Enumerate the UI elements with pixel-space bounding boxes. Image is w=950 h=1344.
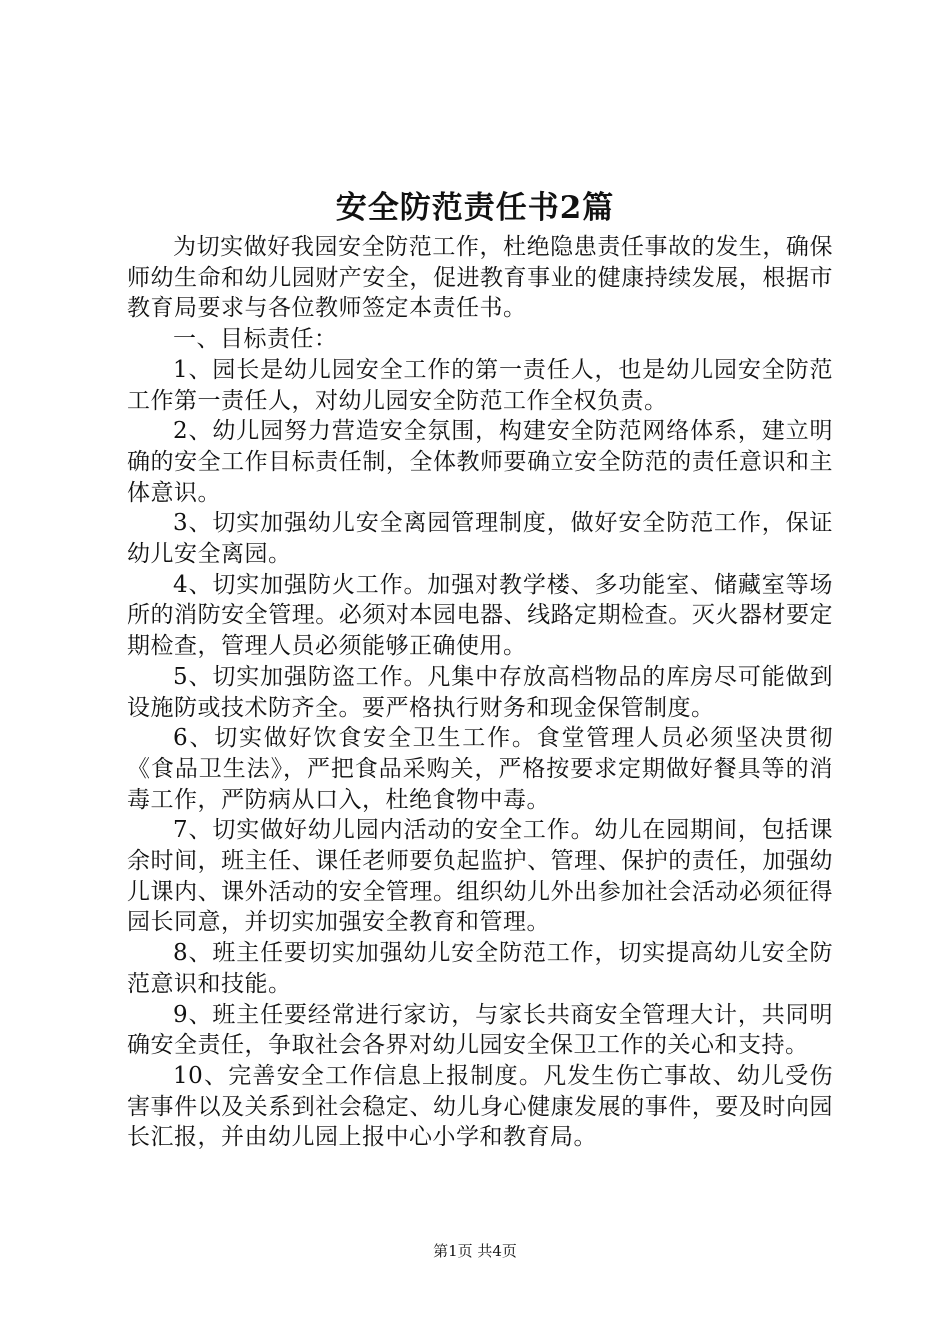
clause-paragraph-3: 3、切实加强幼儿安全离园管理制度，做好安全防范工作，保证幼儿安全离园。: [127, 510, 833, 568]
clause-paragraph-9: 9、班主任要经常进行家访，与家长共商安全管理大计，共同明确安全责任，争取社会各界对幼儿园安全保卫工作的关心和支持。: [127, 1001, 833, 1059]
clause-paragraph-5: 5、切实加强防盗工作。凡集中存放高档物品的库房尽可能做到设施防或技术防齐全。要严格执行财务和现金保管制度。: [127, 663, 833, 721]
document-body: [127, 232, 833, 1153]
intro-paragraph: 为切实做好我园安全防范工作，杜绝隐患责任事故的发生，确保师幼生命和幼儿园财产安全，促进教育事业的健康持续发展，根据市教育局要求与各位教师签定本责任书。: [127, 234, 833, 322]
clause-paragraph-2: 2、幼儿园努力营造安全氛围，构建安全防范网络体系，建立明确的安全工作目标责任制，全体教师要确立安全防范的责任意识和主体意识。: [127, 418, 833, 506]
document-title: 安全防范责任书2篇: [335, 190, 615, 226]
clause-paragraph-1: 1、园长是幼儿园安全工作的第一责任人，也是幼儿园安全防范工作第一责任人，对幼儿园安全防范工作全权负责。: [127, 356, 833, 414]
clause-paragraph-6: 6、切实做好饮食安全卫生工作。食堂管理人员必须坚决贯彻《食品卫生法》，严把食品采购关，严格按要求定期做好餐具等的消毒工作，严防病从口入，杜绝食物中毒。: [127, 725, 833, 813]
clause-paragraph-8: 8、班主任要切实加强幼儿安全防范工作，切实提高幼儿安全防范意识和技能。: [127, 940, 833, 997]
clause-paragraph-4: 4、切实加强防火工作。加强对教学楼、多功能室、储藏室等场所的消防安全管理。必须对本园电器、线路定期检查。灭火器材要定期检查，管理人员必须能够正确使用。: [127, 571, 833, 660]
clause-paragraph-10: 10、完善安全工作信息上报制度。凡发生伤亡事故、幼儿受伤害事件以及关系到社会稳定、幼儿身心健康发展的事件，要及时向园长汇报，并由幼儿园上报中心小学和教育局。: [127, 1062, 833, 1151]
clause-paragraph-7: 7、切实做好幼儿园内活动的安全工作。幼儿在园期间，包括课余时间，班主任、课任老师要负起监护、管理、保护的责任，加强幼儿课内、课外活动的安全管理。组织幼儿外出参加社会活动必须征得园长同意，并切实加强安全教育和管理。: [127, 817, 833, 936]
section-heading-goals: 一、目标责任：: [173, 326, 338, 353]
page-number-footer: 第1页 共4页: [433, 1242, 517, 1260]
